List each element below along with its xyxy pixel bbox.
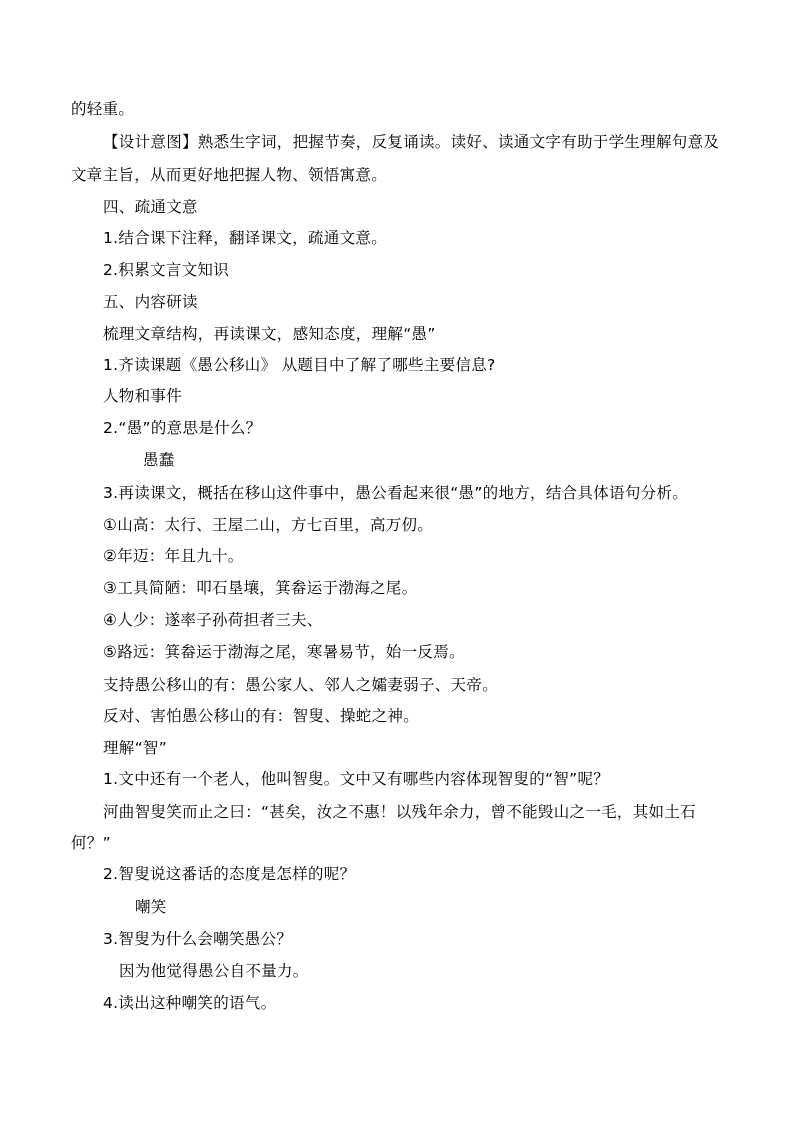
list-item: ③工具简陋：叩石垦壤，箕畚运于渤海之尾。 — [103, 579, 418, 597]
answer: 因为他觉得愚公自不量力。 — [119, 962, 309, 980]
question: 2.“愚”的意思是什么？ — [103, 419, 262, 437]
design-intent-paragraph: 【设计意图】熟悉生字词，把握节奏，反复诵读。读好、读通文字有助于学生理解句意及 — [103, 133, 720, 151]
list-item: ①山高：太行、王屋二山，方七百里，高万仞。 — [103, 516, 434, 534]
list-item: 2.积累文言文知识 — [103, 261, 229, 279]
subheading: 理解“智” — [103, 739, 168, 757]
answer: 愚蠢 — [143, 451, 175, 469]
text-line: 反对、害怕愚公移山的有：智叟、操蛇之神。 — [103, 707, 420, 725]
list-item: ②年迈：年且九十。 — [103, 547, 244, 565]
question: 4.读出这种嘲笑的语气。 — [103, 994, 277, 1012]
list-item: ⑤路远：箕畚运于渤海之尾，寒暑易节，始一反焉。 — [103, 643, 465, 661]
text-line: 文章主旨，从而更好地把握人物、领悟寓意。 — [71, 166, 388, 184]
answer: 嘲笑 — [135, 898, 167, 916]
text-line: 何？” — [71, 834, 111, 852]
question: 1.文中还有一个老人，他叫智叟。文中又有哪些内容体现智叟的“智”呢？ — [103, 770, 610, 788]
question: 2.智叟说这番话的态度是怎样的呢？ — [103, 865, 356, 883]
text-line: 支持愚公移山的有：愚公家人、邻人之孀妻弱子、天帝。 — [103, 676, 499, 694]
subheading: 梳理文章结构，再读课文，感知态度，理解“愚” — [103, 325, 436, 343]
text-line: 的轻重。 — [71, 100, 135, 118]
section-heading-5: 五、内容研读 — [103, 293, 198, 311]
question: 1.齐读课题《愚公移山》 从题目中了解了哪些主要信息? — [103, 356, 496, 374]
list-item: ④人少：遂率子孙荷担者三夫、 — [103, 611, 323, 629]
quote-paragraph: 河曲智叟笑而止之曰：“甚矣，汝之不惠！以残年余力，曾不能毁山之一毛，其如土石 — [103, 803, 696, 821]
question: 3.智叟为什么会嘲笑愚公？ — [103, 930, 293, 948]
question: 3.再读课文，概括在移山这件事中，愚公看起来很“愚”的地方，结合具体语句分析。 — [103, 484, 689, 502]
list-item: 1.结合课下注释，翻译课文，疏通文意。 — [103, 229, 387, 247]
section-heading-4: 四、疏通文意 — [103, 198, 198, 216]
answer: 人物和事件 — [103, 387, 183, 405]
